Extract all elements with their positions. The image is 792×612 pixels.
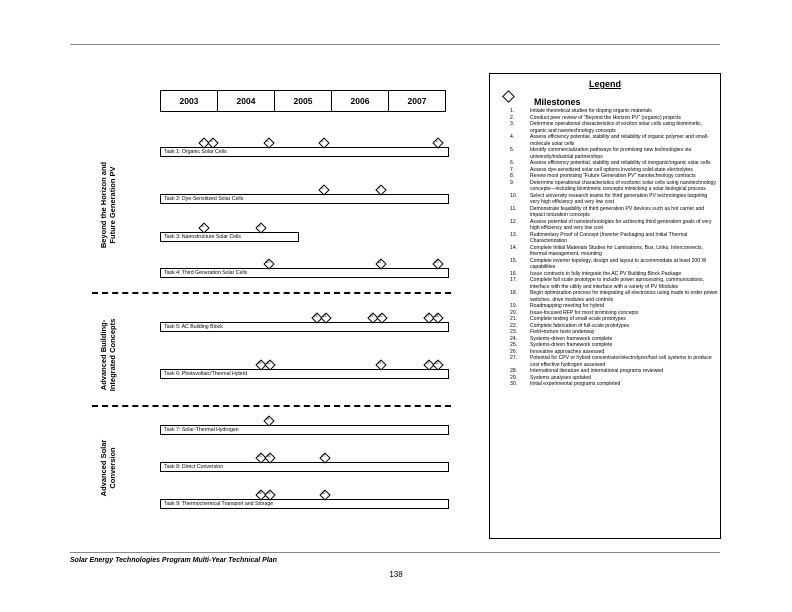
milestone-item-text: Roadmapping meeting for hybrid	[530, 303, 604, 309]
milestone-item-number: 2.	[510, 114, 515, 121]
milestone-number: 30	[321, 491, 326, 495]
milestone-number: 26	[266, 454, 271, 458]
milestone-number: 27	[321, 454, 326, 458]
milestone-item-text: Select university research teams for third generation PV technologies targeting very high efficiency and very low cost	[530, 192, 708, 205]
task-bar-3	[160, 232, 299, 242]
group-label-text: Advanced Solar Conversion	[99, 439, 117, 497]
milestone-item	[510, 180, 718, 193]
milestone-number: 17	[425, 314, 430, 318]
milestone-number: 18	[434, 314, 439, 318]
task-bar-5	[160, 322, 449, 332]
milestone-item	[510, 219, 718, 232]
milestone-item	[510, 245, 718, 258]
milestone-diamond	[318, 137, 327, 146]
milestone-item-number: 24.	[510, 335, 518, 342]
footer-title: Solar Energy Technologies Program Multi-Year Technical Plan	[70, 557, 277, 564]
milestone-item	[510, 121, 718, 134]
milestone-number: 7	[378, 186, 381, 190]
milestone-item-text: Assess efficiency potential, stability and reliability of organic polymer and small-molecule solar cells	[530, 134, 709, 147]
milestone-item	[510, 355, 718, 368]
milestone-diamond	[198, 222, 207, 231]
milestone-number: 14	[322, 314, 327, 318]
milestone-item-text: Complete testing of small-scale prototypes	[530, 316, 626, 322]
milestone-diamond	[311, 312, 320, 321]
task-label: Task 6: Photovoltaic/Thermal Hybrid	[164, 371, 248, 377]
milestone-item-number: 16.	[510, 270, 518, 277]
milestone-item-text: Systems-driven framework complete	[530, 342, 613, 348]
milestone-diamond	[264, 452, 273, 461]
milestone-item	[510, 134, 718, 147]
milestones-list	[510, 108, 718, 388]
milestone-number: 10	[265, 260, 270, 264]
milestone-item-text: Issue-focused RFP for most promising concepts	[530, 309, 639, 316]
year-2007: 2007	[407, 96, 427, 106]
milestone-item-text: Identify commercialization pathways for promising new technologies via university/industrial partnerships	[530, 147, 692, 160]
group-label-text: Beyond the Horizon and Future Generation PV	[99, 161, 117, 249]
milestone-item-text: Assess potential of nanotechnologies for achieving third generation goals of very high efficiency and very low cost	[530, 218, 712, 231]
milestone-number: 24	[265, 417, 270, 421]
group-separator	[92, 405, 451, 407]
milestone-item-text: Begin optimization process for integrating all electronics using made to order power switches, drive modules and controls	[530, 290, 718, 303]
milestone-number: 22	[425, 361, 430, 365]
milestone-diamond	[319, 489, 328, 498]
milestone-item-number: 27.	[510, 355, 518, 361]
milestone-number: 19	[257, 361, 262, 365]
milestone-item-text: Innovative approaches assessed	[530, 348, 605, 355]
milestone-diamond	[263, 415, 272, 424]
milestone-item-text: Renew most promising “Future Generation PV” nanotechnology contracts	[530, 173, 696, 179]
page-number: 138	[389, 570, 403, 579]
milestone-diamond	[319, 452, 328, 461]
milestone-item	[510, 381, 718, 388]
milestone-item-number: 26.	[510, 348, 518, 355]
milestone-item-text: Assess efficiency potential, stability and reliability of inorganic/organic solar cells	[530, 160, 711, 166]
milestone-item-number: 9.	[510, 179, 515, 186]
legend-box	[489, 73, 721, 539]
task-bar-6	[160, 369, 449, 379]
task-bar-2	[160, 194, 449, 204]
milestone-item-number: 3.	[510, 121, 515, 127]
milestone-item-text: Assess dye-sensitized solar cell options involving solid-state electrolytes	[530, 166, 693, 173]
milestone-number: 21	[377, 361, 382, 365]
milestone-diamond	[207, 137, 216, 146]
task-label: Task 2: Dye-Sensitized Solar Cells	[164, 196, 244, 202]
task-bar-9	[160, 499, 449, 509]
milestone-item-number: 10.	[510, 192, 518, 199]
milestone-diamond	[432, 312, 441, 321]
milestone-number: 28	[257, 491, 262, 495]
milestone-number: 3	[266, 139, 269, 143]
year-2006: 2006	[332, 91, 389, 111]
milestone-item-number: 29.	[510, 374, 518, 381]
milestone-diamond	[255, 222, 264, 231]
milestone-item-text: Potential for CPV or hybrid concentrator/electrolyzer/fuel cell systems to produce cost effective hydrogen assessed	[530, 355, 712, 368]
milestone-item	[510, 277, 718, 290]
milestone-number: 9	[258, 224, 261, 228]
task-label: Task 7: Solar-Thermal Hydrogen	[164, 427, 239, 433]
milestone-item-text: Complete inverter topology, design and layout to accommodate at least 200 W capabilities	[530, 257, 707, 270]
task-label: Task 1: Organic Solar Cells	[164, 149, 227, 155]
milestone-item-text: Systems analyses updated	[530, 374, 591, 381]
milestone-item-text: Demonstrate feasibility of third generation PV devices such as hot carrier and impact ionization concepts	[530, 205, 705, 218]
milestone-diamond	[264, 359, 273, 368]
year-2005: 2005	[275, 91, 332, 111]
milestone-item-text: Determine operational characteristics of excitonic solar cells using nanotechnology concepts—including biomimetic concepts mimicking a solar biological process	[530, 179, 717, 192]
milestone-number: 1	[201, 139, 204, 143]
milestone-item-text: Complete full scale prototype to include power aprocessing, communications, interface with the utility and interface with a variety of PV Modules	[530, 277, 705, 290]
milestone-diamond	[255, 452, 264, 461]
milestone-number: 13	[313, 314, 318, 318]
milestone-item-number: 14.	[510, 244, 518, 251]
milestone-number: 12	[434, 260, 439, 264]
task-bar-8	[160, 462, 449, 472]
milestone-item-text: Initial experimental programs completed	[530, 381, 621, 387]
milestone-item-text: Determine operational characteristics of exciton solar cells using biomimetic, organic and nanotechnology concepts	[530, 121, 703, 134]
milestone-item-text: Complete Initial Materials Studies for Laminations, Bus, Links, Interconnects, thermal management, mounting	[530, 244, 703, 257]
milestone-diamond-icon	[502, 90, 515, 103]
milestone-item-text: Rudimentary Proof of Concept (Inverter Packaging and Initial Thermal Characterization	[530, 231, 688, 244]
footer-rule	[70, 552, 720, 553]
milestone-item-text: Complete fabrication of full-scale prototypes	[530, 322, 630, 329]
task-bar-7	[160, 425, 449, 435]
top-rule	[70, 44, 720, 45]
milestone-diamond	[263, 258, 272, 267]
milestone-diamond	[375, 258, 384, 267]
milestone-item-number: 15.	[510, 257, 518, 264]
milestone-item-number: 28.	[510, 368, 518, 374]
milestone-number: 5	[435, 139, 438, 143]
milestone-diamond	[423, 312, 432, 321]
legend-title: Legend	[588, 79, 621, 89]
milestone-number: 6	[321, 186, 324, 190]
group-separator	[92, 292, 451, 294]
group-label-future-pv	[99, 162, 117, 248]
milestone-diamond	[375, 184, 384, 193]
milestone-diamond	[432, 137, 441, 146]
milestone-item-number: 18.	[510, 290, 518, 296]
year-2004: 2004	[218, 91, 275, 111]
milestone-number: 25	[257, 454, 262, 458]
milestone-item-text: Issue contracts to fully integrate the AC PV Building Block Package	[530, 270, 682, 277]
milestone-item-text: Field+torture tests underway	[530, 329, 595, 335]
milestone-item-number: 6.	[510, 160, 515, 166]
milestone-item-number: 20.	[510, 309, 518, 316]
milestone-diamond	[432, 258, 441, 267]
milestone-item-text: International literature and international programs reviewed	[530, 368, 664, 374]
task-label: Task 5: AC Building Block	[164, 324, 223, 330]
milestone-item	[510, 206, 718, 219]
milestone-number: 4	[321, 139, 324, 143]
milestone-item-number: 7.	[510, 166, 515, 173]
task-label: Task 3: Nanostructure Solar Cells	[164, 234, 241, 240]
task-label: Task 4: Third Generation Solar Cells	[164, 270, 248, 276]
milestone-diamond	[255, 359, 264, 368]
milestone-diamond	[375, 359, 384, 368]
milestone-item-number: 23.	[510, 329, 518, 335]
milestone-number: 15	[369, 314, 374, 318]
milestone-item-number: 30.	[510, 381, 518, 387]
milestone-diamond	[318, 184, 327, 193]
group-label-building-integrated	[99, 319, 117, 392]
task-label: Task 9: Thermochemical Transport and Storage	[164, 501, 274, 507]
milestone-item-number: 17.	[510, 277, 518, 283]
milestone-item	[510, 290, 718, 303]
milestone-diamond	[432, 359, 441, 368]
milestone-number: 20	[266, 361, 271, 365]
milestone-item-number: 1.	[510, 108, 515, 114]
milestone-number: 16	[378, 314, 383, 318]
milestone-item	[510, 258, 718, 271]
milestone-number: 23	[434, 361, 439, 365]
milestone-diamond	[423, 359, 432, 368]
milestone-item-number: 11.	[510, 205, 517, 212]
milestone-item-text: Systems-driven framework complete	[530, 335, 613, 342]
milestone-number: 29	[266, 491, 271, 495]
milestone-item-text: Initiate theoretical studies for doping organic materials	[530, 108, 652, 114]
year-header	[160, 90, 446, 112]
milestone-item-text: Conduct peer review of “Beyond the Horizon PV” (organic) projects	[530, 114, 681, 121]
milestone-diamond	[198, 137, 207, 146]
milestone-item-number: 22.	[510, 322, 518, 329]
milestone-item-number: 21.	[510, 316, 518, 322]
milestone-diamond	[376, 312, 385, 321]
milestone-item-number: 5.	[510, 147, 515, 153]
milestone-item-number: 8.	[510, 173, 515, 179]
milestone-item	[510, 193, 718, 206]
milestone-item-number: 13.	[510, 231, 518, 238]
group-label-text: Advanced Building- Integrated Concepts	[99, 318, 117, 392]
milestone-diamond	[264, 489, 273, 498]
task-label: Task 8: Direct Conversion	[164, 464, 224, 470]
year-2003: 2003	[161, 91, 218, 111]
milestone-diamond	[367, 312, 376, 321]
milestone-number: 8	[201, 224, 204, 228]
milestone-item-number: 25.	[510, 342, 518, 348]
group-label-solar-conversion	[99, 440, 117, 497]
milestone-item-number: 19.	[510, 303, 518, 309]
milestone-item	[510, 147, 718, 160]
milestones-heading: Milestones	[534, 97, 581, 107]
milestone-number: 2	[210, 139, 213, 143]
milestone-number: 11	[377, 260, 382, 264]
milestone-diamond	[255, 489, 264, 498]
milestone-item	[510, 232, 718, 245]
milestone-diamond	[320, 312, 329, 321]
milestone-item-number: 4.	[510, 134, 515, 140]
milestone-diamond	[263, 137, 272, 146]
milestone-item-number: 12.	[510, 218, 518, 225]
task-bar-4	[160, 268, 449, 278]
